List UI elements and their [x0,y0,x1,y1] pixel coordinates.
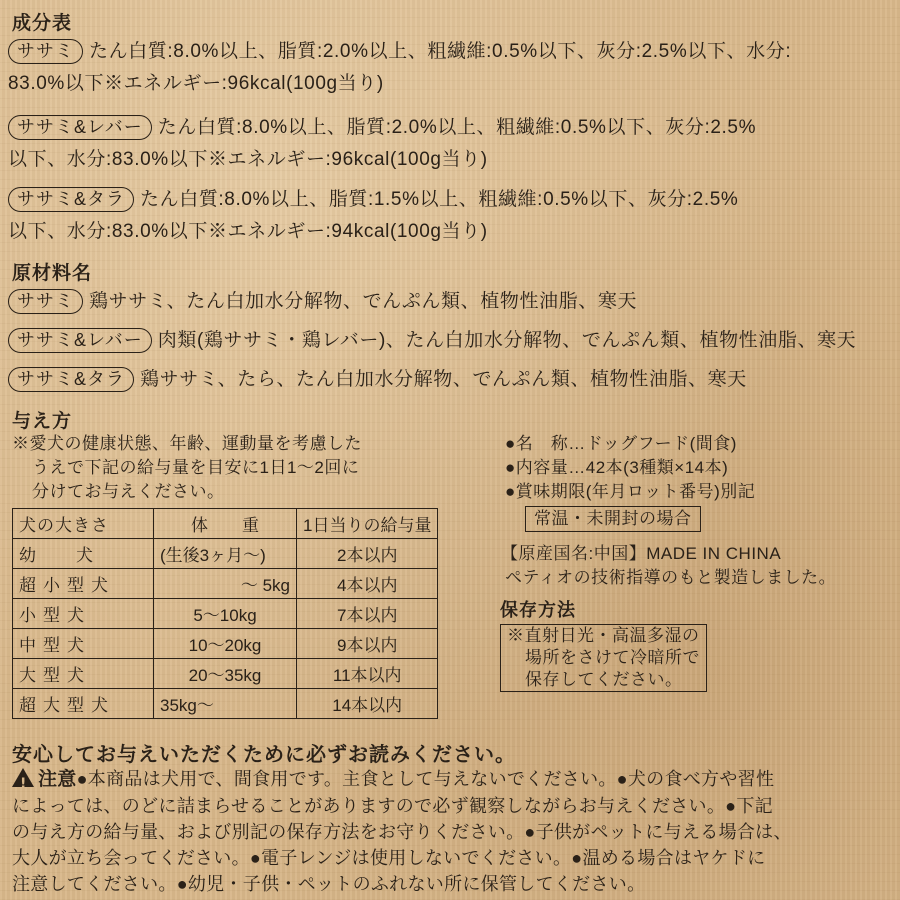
table-cell: 7本以内 [297,599,438,629]
composition-item-sasami-cod [8,184,738,248]
ingredients-heading: 原材料名 [12,263,93,284]
ingredients-text: 鶏ササミ、たら、たん白加水分解物、でんぷん類、植物性油脂、寒天 [140,369,747,390]
product-info [501,432,837,590]
composition-text-line2: 以下、水分:83.0%以下※エネルギー:96kcal(100g当り) [8,149,488,170]
storage-box [500,624,707,692]
table-cell: 5〜10kg [154,599,297,629]
ingredients-text: 肉類(鶏ササミ・鶏レバー)、たん白加水分解物、でんぷん類、植物性油脂、寒天 [157,330,857,351]
table-row [13,689,438,719]
table-row [13,569,438,599]
table-cell: 4本以内 [297,569,438,599]
table-row [13,629,438,659]
caution-line: ●本商品は犬用で、間食用です。主食として与えないでください。●犬の食べ方や習性 [76,769,775,789]
table-cell: 2本以内 [297,539,438,569]
feeding-note [12,432,362,504]
table-cell: (生後3ヶ月〜) [154,539,297,569]
warning-icon [12,768,34,787]
storage-line: 保存してください。 [525,670,683,689]
product-name: ●名 称…ドッグフード(間食) [505,434,737,453]
caution-line: 大人が立ち会ってください。●電子レンジは使用しないでください。●温める場合はヤケドに [12,848,766,868]
table-cell: 幼犬 [13,539,154,569]
label-pill: ササミ [8,39,83,64]
table-row [13,599,438,629]
table-row [13,539,438,569]
label-pill: ササミ&タラ [8,367,134,392]
table-row [13,659,438,689]
composition-text-line1: たん白質:8.0%以上、脂質:2.0%以上、粗繊維:0.5%以下、灰分:2.5% [157,117,757,138]
table-header: 体 重 [154,509,297,539]
table-cell: 11本以内 [297,659,438,689]
table-cell: 10〜20kg [154,629,297,659]
composition-text-line2: 83.0%以下※エネルギー:96kcal(100g当り) [8,73,384,94]
ingredients-text: 鶏ササミ、たん白加水分解物、でんぷん類、植物性油脂、寒天 [89,291,638,312]
feeding-heading: 与え方 [12,411,73,432]
ingredients-item-sasami-cod [8,364,747,396]
caution-line: の与え方の給与量、および別記の保存方法をお守りください。●子供がペットに与える場合は、 [12,822,792,842]
product-expiry: ●賞味期限(年月ロット番号)別記 [505,482,756,501]
expiry-box: 常温・未開封の場合 [525,506,701,532]
product-content: ●内容量…42本(3種類×14本) [505,458,729,477]
origin: 【原産国名:中国】MADE IN CHINA [501,544,782,563]
storage-line: 場所をさけて冷暗所で [525,648,700,667]
table-cell: 9本以内 [297,629,438,659]
feeding-note-line: うえで下記の給与量を目安に1日1〜2回に [32,458,360,477]
storage-heading: 保存方法 [500,600,576,620]
table-cell: 中型犬 [13,629,154,659]
caution-line: によっては、のどに詰まらせることがありますので必ず観察しながらお与えください。●下記 [12,796,773,816]
composition-text-line1: たん白質:8.0%以上、脂質:2.0%以上、粗繊維:0.5%以下、灰分:2.5%以下、水分: [89,41,792,62]
label-pill: ササミ&レバー [8,328,152,353]
made-under: ペティオの技術指導のもと製造しました。 [505,568,837,587]
composition-text-line2: 以下、水分:83.0%以下※エネルギー:94kcal(100g当り) [8,221,488,242]
composition-heading: 成分表 [12,13,73,34]
table-header-row [13,509,438,539]
table-cell: 小型犬 [13,599,154,629]
table-cell: 〜 5kg [154,569,297,599]
label-pill: ササミ&タラ [8,187,134,212]
ingredients-item-sasami [8,286,637,318]
table-header: 1日当りの給与量 [297,509,438,539]
table-cell: 35kg〜 [154,689,297,719]
feeding-table [12,508,438,719]
table-cell: 超小型犬 [13,569,154,599]
feeding-note-line: ※愛犬の健康状態、年齢、運動量を考慮した [12,434,362,453]
table-header: 犬の大きさ [13,509,154,539]
caution-line: 注意してください。●幼児・子供・ペットのふれない所に保管してください。 [12,874,646,894]
caution-label: 注意 [38,769,77,790]
table-cell: 20〜35kg [154,659,297,689]
table-cell: 超大型犬 [13,689,154,719]
composition-item-sasami [8,36,791,100]
table-cell: 大型犬 [13,659,154,689]
table-cell: 14本以内 [297,689,438,719]
caution-heading: 安心してお与えいただくために必ずお読みください。 [12,744,516,766]
label-pill: ササミ&レバー [8,115,152,140]
storage-line: ※直射日光・高温多湿の [507,626,700,645]
label-pill: ササミ [8,289,83,314]
caution-body [12,766,792,897]
composition-text-line1: たん白質:8.0%以上、脂質:1.5%以上、粗繊維:0.5%以下、灰分:2.5% [140,189,739,210]
composition-item-sasami-liver [8,112,756,176]
ingredients-item-sasami-liver [8,325,856,357]
feeding-note-line: 分けてお与えください。 [32,482,225,501]
